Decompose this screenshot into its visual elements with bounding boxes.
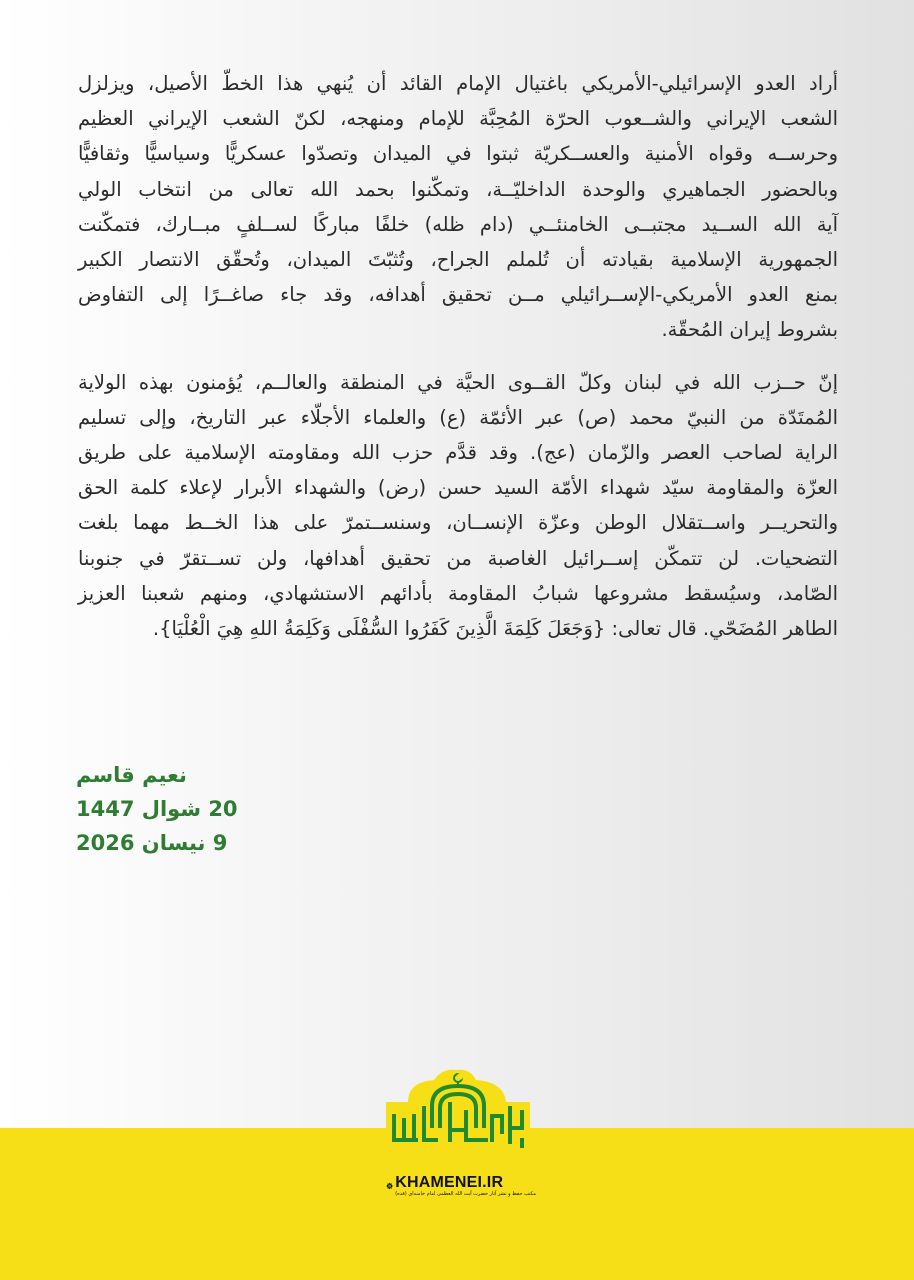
text-line: أراد العدو الإسرائيلي-الأمريكي باغتيال الإمام القائد أن يُنهي هذا الخطّ الأصيل، ويزلزل: [78, 72, 838, 95]
mosque-dome-icon: [386, 1066, 530, 1152]
text-line: بشروط إيران المُحقّة.: [661, 318, 838, 342]
hijri-date: 20 شوال 1447: [76, 797, 238, 821]
paragraph-1: [78, 66, 838, 348]
text-line: الراية لصاحب العصر والزّمان (عج). وقد قدَّم حزب الله ومقاومته الإسلامية على طريق: [78, 441, 838, 465]
text-line: آية الله الســيد مجتبــى الخامنئــي (دام ظله) خلفًا مباركًا لســلفٍ مبــارك، فتمكّنت: [78, 212, 838, 236]
text-line: بمنع العدو الأمريكي-الإســرائيلي مــن تحقيق أهدافه، وقد جاء صاغــرًا إلى التفاوض: [78, 283, 838, 307]
signatory-name: نعيم قاسم: [76, 763, 187, 787]
paragraph-2: [78, 365, 838, 647]
brand-subtitle: مکتب حفظ و نشر آثار حضرت آیت الله العظمی امام خامنه‌ای (قده): [395, 1190, 536, 1197]
quds-martyrs-emblem: [386, 1066, 530, 1152]
text-line: وبالحضور الجماهيري والوحدة الداخليّــة، وتمكّنوا بحمد الله تعالى من انتخاب الولي: [78, 177, 838, 201]
text-line: وحرســه وقواه الأمنية والعســكريّة ثبتوا في الميدان وتصدّوا عسكريًّا وسياسيًّا وثقافيًّا: [78, 142, 838, 166]
signature-block: [76, 758, 238, 860]
text-line: إنّ حــزب الله في لبنان وكلّ القــوى الحيَّة في المنطقة والعالــم، يُؤمنون بهذه الولاية: [78, 370, 838, 394]
text-line: المُمتَدّة من النبيّ محمد (ص) عبر الأئمّة (ع) والعلماء الأجلّاء عبر التاريخ، وإلى تسليم: [78, 405, 838, 429]
brand-name: KHAMENEI.IR: [395, 1173, 504, 1191]
text-line: التضحيات. لن تتمكّن إســرائيل الغاصبة من تحقيق أهدافها، ولن تســتقرّ في جنوبنا: [78, 546, 838, 570]
text-line: الطاهر المُضَحّي. قال تعالى: {وَجَعَلَ كَلِمَةَ الَّذِينَ كَفَرُوا السُّفْلَى وَكَلِمَةُ اللهِ هِيَ الْعُلْيَا}.: [152, 617, 838, 641]
text-line: الشعب الإيراني والشــعوب الحرّة المُحِبَّة للإمام ومنهجه، لكنّ الشعب الإيراني العظيم: [78, 107, 838, 131]
text-line: والتحريــر واســتقلال الوطن وعزّة الإنســان، وسنســتمرّ على هذا الخــط مهما بلغت: [78, 511, 838, 535]
sunburst-pattern-icon: [386, 1170, 393, 1202]
text-line: الصّامد، وسيُسقط مشروعها شبابُ المقاومة بأدائهم الاستشهادي، ومنهم شعبنا العزيز: [78, 581, 838, 605]
text-line: الجمهورية الإسلامية بقيادته أن تُلملم الجراح، وتُثبّتَ الميدان، وتُحقّق الانتصار الكبير: [78, 248, 838, 272]
text-line: العزّة والمقاومة سيّد شهداء الأمّة السيد حسن (رض) والشهداء الأبرار لإعلاء كلمة الحق: [78, 476, 838, 500]
statement-body: [78, 66, 838, 646]
gregorian-date: 9 نيسان 2026: [76, 831, 228, 855]
khamenei-ir-logo: [386, 1170, 536, 1202]
